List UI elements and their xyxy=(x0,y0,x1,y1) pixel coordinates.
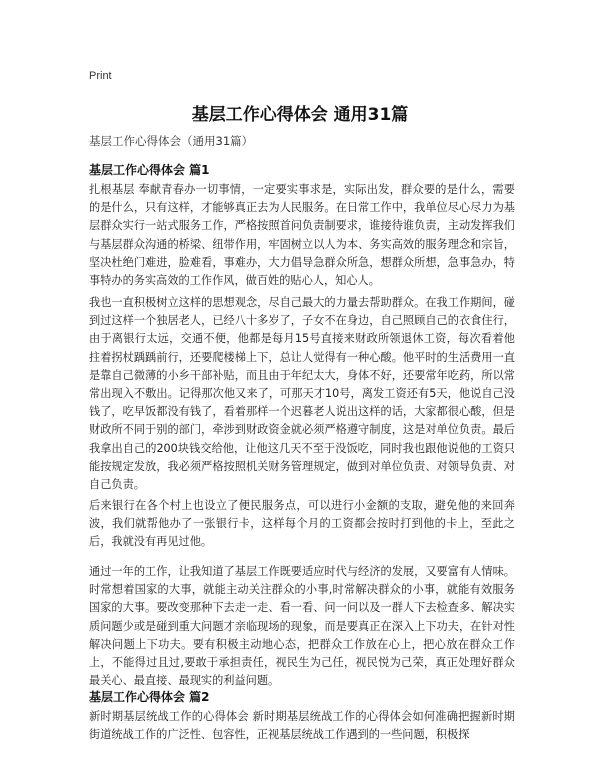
section-heading-2: 基层工作心得体会 篇2 xyxy=(89,690,210,704)
document-subtitle: 基层工作心得体会（通用31篇） xyxy=(89,134,254,148)
paragraph: 扎根基层 奉献青春办一切事情，一定要实事求是，实际出发，群众要的是什么，需要的是什么，只有这样，才能够真正去为人民服务。在日常工作中，我单位尽心尽力为基层群众实行一站式服务工作，严格按照首问负责制要求，谁接待谁负责，主动发挥我们与基层群众沟通的桥梁、纽带作用，牢固树立以人为本、务实高效的服务理念和宗旨，坚决杜绝门难进，脸难看，事难办，大力倡导急群众所急，想群众所想，急事急办，特事特办的务实高效的工作作风，做百姓的贴心人，知心人。 xyxy=(89,183,515,288)
paragraph: 我也一直积极树立这样的思想观念，尽自己最大的力量去帮助群众。在我工作期间，碰到过这样一个独居老人，已经八十多岁了，子女不在身边，自己照顾自己的衣食住行，由于离银行太远，交通不便，他都是每月15号直接来财政所领退休工资，每次看着他拄着拐杖踽踽前行，还要爬楼梯上下，总让人觉得有一种心酸。他平时的生活费用一直是靠自己微薄的小乡干部补贴，而且由于年纪太大，身体不好，还要常年吃药，所以常常出现入不敷出。记得那次他又来了，可那天才10号，离发工资还有5天，他说自己没钱了，吃早饭都没有钱了，看着那样一个迟暮老人说出这样的话，大家都很心酸，但是财政所不同于别的部门，牵涉到财政资金就必须严格遵守制度，这是对单位负责。最后我拿出自己的200块钱交给他，让他这几天不至于没饭吃，同时我也跟他说他的工资只能按规定发放，我必须严格按照机关财务管理规定，做到对单位负责、对领导负责、对自己负责。 xyxy=(89,296,515,492)
paragraph: 通过一年的工作，让我知道了基层工作既要适应时代与经济的发展，又要富有人情味。时常想着国家的大事，就能主动关注群众的小事,时常解决群众的小事，就能有效服务国家的大事。要改变那种下去走一走、看一看、问一问以及一群人下去检查多、解决实质问题少或是碰到重大问题才亲临现场的现象，而是要真正在深入上下功夫，在针对性解决问题上下功夫。要有积极主动地心态，把群众工作放在心上，把心放在群众工作上，不能得过且过,要敢于承担责任，视民生为己任，视民悦为己荣，真正处理好群众最关心、最直接、最现实的利益问题。 xyxy=(89,565,515,688)
print-link[interactable]: Print xyxy=(89,70,112,82)
paragraph: 新时期基层统战工作的心得体会 新时期基层统战工作的心得体会如何准确把握新时期街道统战工作的广泛性、包容性，正视基层统战工作遇到的一些问题，积极探 xyxy=(89,710,515,742)
page-title: 基层工作心得体会 通用31篇 xyxy=(191,105,409,125)
paragraph: 后来银行在各个村上也设立了便民服务点，可以进行小金额的支取，避免他的来回奔波，我们就帮他办了一张银行卡，这样每个月的工资都会按时打到他的卡上，至此之后，我就没有再见过他。 xyxy=(89,499,515,549)
section-heading-1: 基层工作心得体会 篇1 xyxy=(89,163,210,177)
